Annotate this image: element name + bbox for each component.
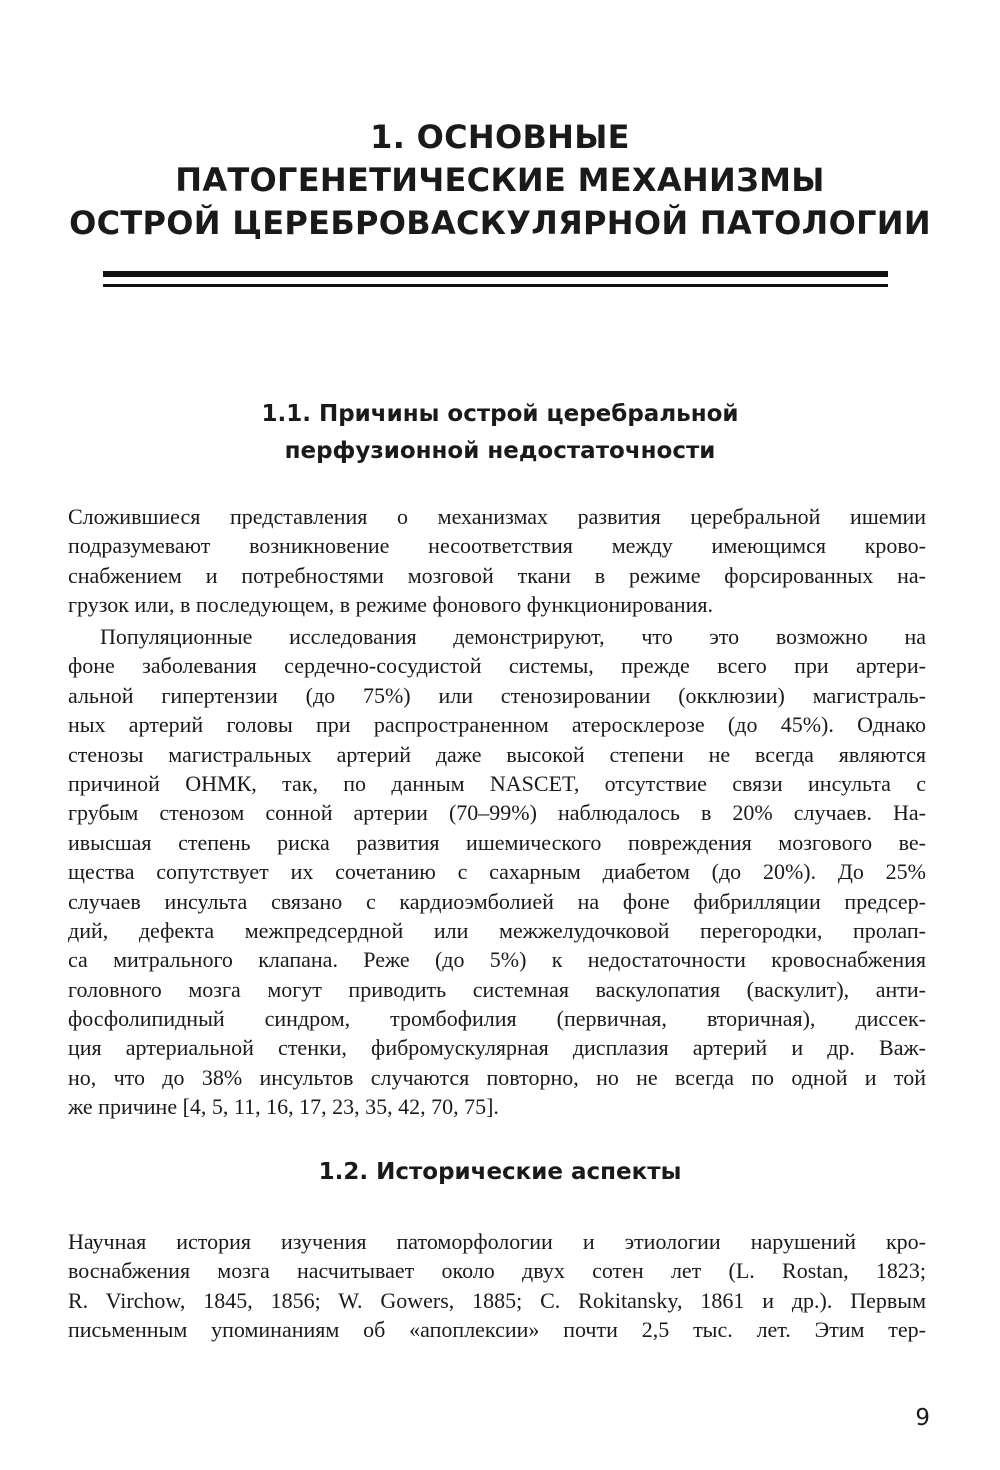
chapter-divider-thick (103, 271, 888, 277)
text-line: щества сопутствует их сочетанию с сахарным диабетом (до 20%). До 25% (68, 859, 926, 885)
chapter-title-line: 1. ОСНОВНЫЕ (370, 118, 630, 156)
section-title-line: перфузионной недостаточности (284, 438, 716, 464)
text-line: Популяционные исследования демонстрируют, что это возможно на (100, 624, 926, 649)
text-line: воснабжения мозга насчитывает около двух сотен лет (L. Rostan, 1823; (68, 1258, 926, 1284)
text-line: но, что до 38% инсультов случаются повторно, но не всегда по одной и той (68, 1064, 926, 1090)
text-line: фоне заболевания сердечно-сосудистой системы, прежде всего при артери- (68, 653, 926, 679)
chapter-title (60, 116, 940, 245)
text-line: альной гипертензии (до 75%) или стенозировании (окклюзии) магистраль- (68, 682, 926, 708)
section-1-1-paragraph-2 (68, 622, 926, 1122)
text-line: дий, дефекта межпредсердной или межжелудочковой перегородки, пролап- (68, 917, 926, 943)
text-line: стенозы магистральных артерий даже высокой степени не всегда являются (68, 741, 926, 767)
section-1-2-paragraph-1 (68, 1227, 926, 1345)
text-line: фосфолипидный синдром, тромбофилия (первичная, вторичная), диссек- (68, 1006, 926, 1032)
section-1-1-title (60, 396, 940, 470)
text-line: письменным упоминаниям об «апоплексии» почти 2,5 тыс. лет. Этим тер- (68, 1317, 926, 1343)
section-title-line: 1.1. Причины острой церебральной (261, 401, 739, 427)
text-line: ных артерий головы при распространенном атеросклерозе (до 45%). Однако (68, 712, 926, 738)
section-title-line: 1.2. Исторические аспекты (318, 1159, 682, 1185)
text-line: же причине [4, 5, 11, 16, 17, 23, 35, 42, 70, 75]. (68, 1094, 499, 1120)
text-line: подразумевают возникновение несоответствия между имеющимся крово- (68, 533, 926, 559)
text-line: ция артериальной стенки, фибромускулярная дисплазия артерий и др. Важ- (68, 1035, 926, 1061)
text-line: Сложившиеся представления о механизмах развития церебральной ишемии (68, 504, 926, 529)
text-line: R. Virchow, 1845, 1856; W. Gowers, 1885; C. Rokitansky, 1861 и др.). Первым (68, 1287, 926, 1313)
text-line: причиной ОНМК, так, по данным NASCET, отсутствие связи инсульта с (68, 770, 926, 796)
page-number: 9 (915, 1405, 930, 1431)
section-1-1-paragraph-1 (68, 502, 926, 620)
text-line: грузок или, в последующем, в режиме фонового функционирования. (68, 592, 714, 618)
chapter-divider-thin (103, 284, 888, 287)
text-line: са митрального клапана. Реже (до 5%) к недостаточности кровоснабжения (68, 947, 926, 973)
chapter-title-line: ОСТРОЙ ЦЕРЕБРОВАСКУЛЯРНОЙ ПАТОЛОГИИ (69, 204, 931, 242)
section-1-2-title (60, 1154, 940, 1191)
text-line: головного мозга могут приводить системная васкулопатия (васкулит), анти- (68, 976, 926, 1002)
text-line: снабжением и потребностями мозговой ткани в режиме форсированных на- (68, 562, 926, 588)
text-line: ивысшая степень риска развития ишемического повреждения мозгового ве- (68, 829, 926, 855)
text-line: грубым стенозом сонной артерии (70–99%) наблюдалось в 20% случаев. На- (68, 800, 926, 826)
text-line: Научная история изучения патоморфологии и этиологии нарушений кро- (68, 1229, 926, 1254)
text-line: случаев инсульта связано с кардиоэмболией на фоне фибрилляции предсер- (68, 888, 926, 914)
chapter-title-line: ПАТОГЕНЕТИЧЕСКИЕ МЕХАНИЗМЫ (175, 161, 825, 199)
